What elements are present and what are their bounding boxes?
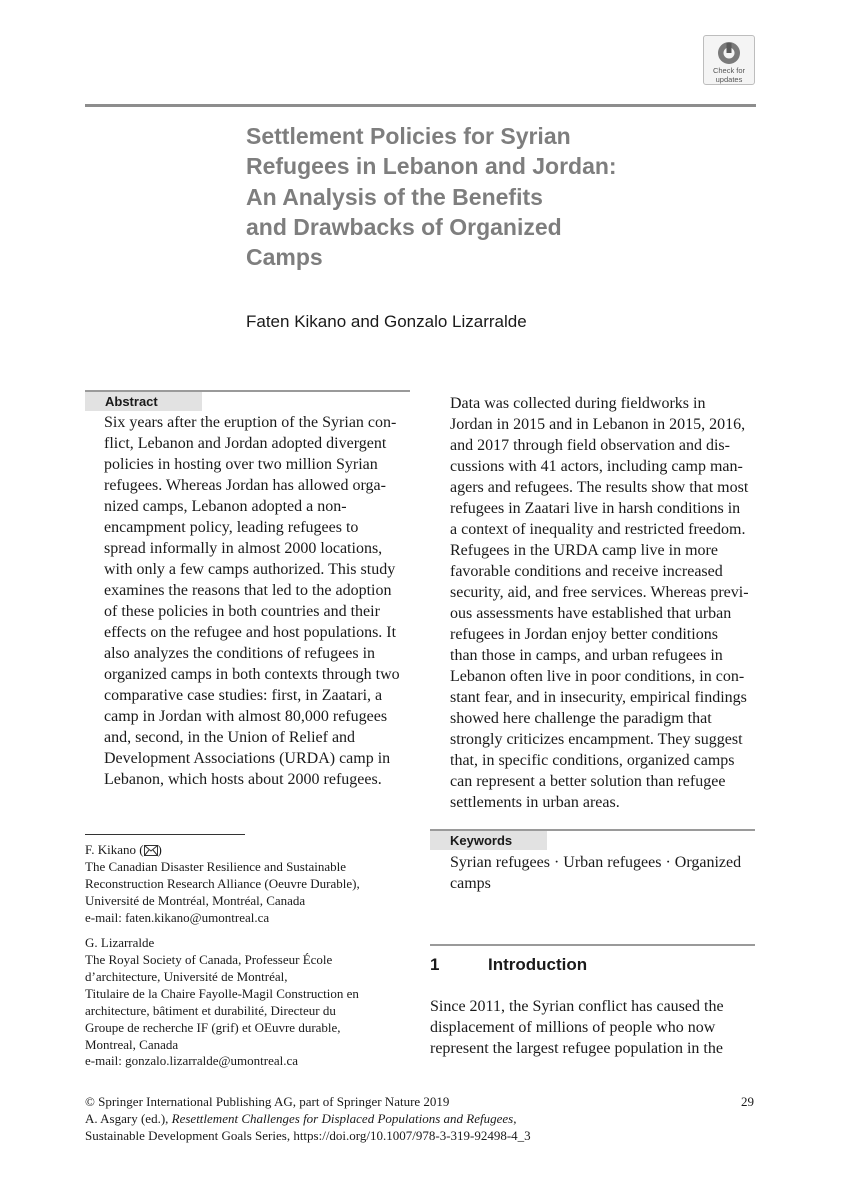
section-title: Introduction: [488, 955, 588, 974]
title-line: Settlement Policies for Syrian: [246, 123, 571, 149]
update-check-icon: [716, 40, 742, 66]
abstract-line: can represent a better solution than refugee: [450, 773, 726, 790]
abstract-line: cussions with 41 actors, including camp man-: [450, 458, 743, 475]
affiliation-email[interactable]: e-mail: gonzalo.lizarralde@umontreal.ca: [85, 1053, 299, 1068]
abstract-line: Six years after the eruption of the Syrian con-: [104, 414, 397, 431]
section-number: 1: [430, 955, 440, 974]
affiliation-line: architecture, bâtiment et durabilité, Directeur du: [85, 1003, 336, 1018]
copyright-notice: © Springer International Publishing AG, part of Springer Nature 2019: [85, 1094, 450, 1109]
abstract-line: Data was collected during fieldworks in: [450, 395, 706, 412]
abstract-line: examines the reasons that led to the adoption: [104, 582, 392, 599]
abstract-line: refugees. Whereas Jordan has allowed orga-: [104, 477, 386, 494]
author-name-close: ): [157, 842, 162, 857]
abstract-line: effects on the refugee and host populations. It: [104, 624, 397, 641]
affiliation-line: Titulaire de la Chaire Fayolle-Magil Construction en: [85, 986, 359, 1001]
affiliation-line: The Canadian Disaster Resilience and Sustainable: [85, 859, 347, 874]
keywords-line: Syrian refugees · Urban refugees · Organized: [450, 854, 742, 871]
keywords-heading: Keywords: [430, 831, 547, 850]
affiliation-line: d’architecture, Université de Montréal,: [85, 969, 288, 984]
affiliation-line: Montreal, Canada: [85, 1037, 179, 1052]
abstract-line: organized camps in both contexts through two: [104, 666, 400, 683]
abstract-line: favorable conditions and receive increased: [450, 563, 723, 580]
check-for-updates-badge[interactable]: [703, 35, 755, 85]
abstract-line: Lebanon often live in poor conditions, in con-: [450, 668, 745, 685]
abstract-line: spread informally in almost 2000 locations,: [104, 540, 383, 557]
intro-line: represent the largest refugee population in the: [430, 1040, 723, 1057]
section-rule: [430, 944, 755, 946]
abstract-line: ous assessments have established that urban: [450, 605, 732, 622]
affiliation-kikano-name: [85, 842, 162, 858]
affiliation-line: G. Lizarralde: [85, 935, 155, 950]
author-list: Faten Kikano and Gonzalo Lizarralde: [246, 312, 527, 331]
citation-suffix: ,: [513, 1111, 517, 1126]
abstract-line: Lebanon, which hosts about 2000 refugees.: [104, 771, 382, 788]
intro-line: Since 2011, the Syrian conflict has caused the: [430, 998, 724, 1015]
affiliation-line: The Royal Society of Canada, Professeur École: [85, 952, 333, 967]
intro-line: displacement of millions of people who now: [430, 1019, 716, 1036]
title-line: and Drawbacks of Organized: [246, 213, 562, 240]
paper-title: [246, 121, 706, 272]
abstract-line: Development Associations (URDA) camp in: [104, 750, 391, 767]
mail-icon: [144, 845, 158, 856]
abstract-line: that, in specific conditions, organized camps: [450, 752, 735, 769]
abstract-line: agers and refugees. The results show that most: [450, 479, 749, 496]
book-title: Resettlement Challenges for Displaced Populations and Refugees: [171, 1111, 514, 1126]
badge-text-line2: updates: [715, 75, 743, 84]
abstract-line: with only a few camps authorized. This study: [104, 561, 396, 578]
abstract-line: Jordan in 2015 and in Lebanon in 2015, 2016,: [450, 416, 746, 433]
affiliation-line: Reconstruction Research Alliance (Oeuvre Durable),: [85, 876, 360, 891]
abstract-line: of these policies in both countries and their: [104, 603, 380, 620]
abstract-heading: Abstract: [85, 392, 202, 411]
footnote-rule: [85, 834, 245, 835]
abstract-line: comparative case studies: first, in Zaatari, a: [104, 687, 383, 704]
abstract-line: flict, Lebanon and Jordan adopted divergent: [104, 435, 387, 452]
header-rule: [85, 104, 756, 107]
abstract-line: and, second, in the Union of Relief and: [104, 729, 356, 746]
abstract-line: showed here challenge the paradigm that: [450, 710, 712, 727]
affiliation-line: Université de Montréal, Montréal, Canada: [85, 893, 306, 908]
abstract-line: camp in Jordan with almost 80,000 refugees: [104, 708, 388, 725]
series-doi[interactable]: Sustainable Development Goals Series, https://doi.org/10.1007/978-3-319-92498-4_3: [85, 1128, 531, 1143]
page-number: 29: [741, 1094, 754, 1109]
citation-editor: A. Asgary (ed.),: [85, 1111, 172, 1126]
title-line: An Analysis of the Benefits: [246, 183, 543, 210]
author-name: F. Kikano (: [85, 842, 144, 857]
abstract-line: nized camps, Lebanon adopted a non-: [104, 498, 347, 515]
abstract-line: stant fear, and in insecurity, empirical findings: [450, 689, 747, 706]
abstract-line: a context of inequality and restricted freedom.: [450, 521, 746, 538]
title-line: Camps: [246, 244, 323, 271]
badge-text-line1: Check for: [712, 66, 746, 75]
abstract-line: refugees in Jordan enjoy better conditions: [450, 626, 718, 643]
abstract-line: Refugees in the URDA camp live in more: [450, 542, 718, 559]
abstract-line: strongly criticizes encampment. They suggest: [450, 731, 743, 748]
book-citation: [85, 1111, 516, 1127]
affiliation-line: Groupe de recherche IF (grif) et OEuvre durable,: [85, 1020, 341, 1035]
keywords-line: camps: [450, 875, 491, 892]
affiliation-email[interactable]: e-mail: faten.kikano@umontreal.ca: [85, 910, 270, 925]
abstract-line: than those in camps, and urban refugees in: [450, 647, 723, 664]
abstract-line: settlements in urban areas.: [450, 794, 620, 811]
abstract-line: encampment policy, leading refugees to: [104, 519, 359, 536]
abstract-line: also analyzes the conditions of refugees in: [104, 645, 376, 662]
abstract-line: security, aid, and free services. Whereas previ-: [450, 584, 749, 601]
abstract-line: and 2017 through field observation and dis-: [450, 437, 730, 454]
title-line: Refugees in Lebanon and Jordan:: [246, 153, 617, 180]
abstract-line: refugees in Zaatari live in harsh conditions in: [450, 500, 741, 517]
abstract-line: policies in hosting over two million Syrian: [104, 456, 378, 473]
